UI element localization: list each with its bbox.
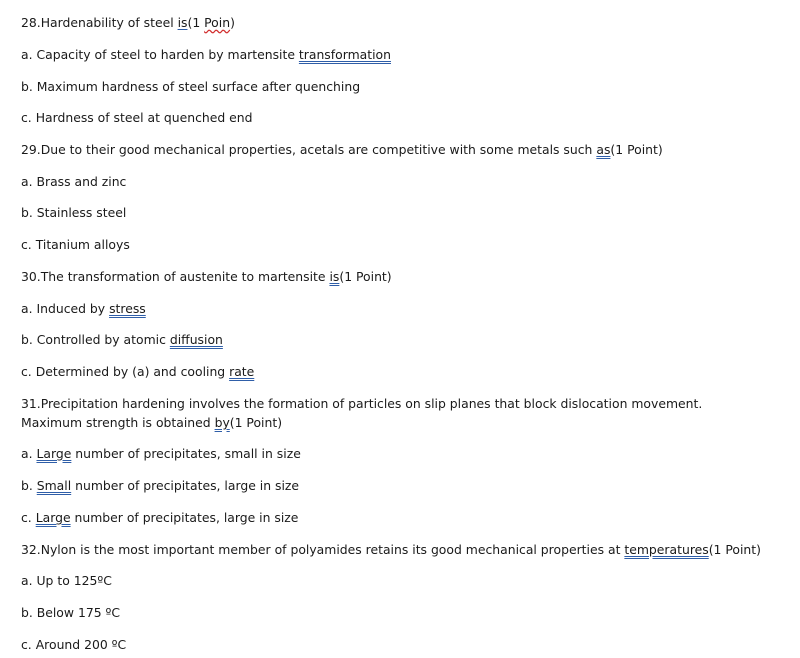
question-28-option-b[interactable]: b. Maximum hardness of steel surface after quenching [21,79,361,94]
question-28-option-c[interactable]: c. Hardness of steel at quenched end [21,110,253,125]
question-30-stem: 30.The transformation of austenite to martensite is(1 Point) [21,269,392,284]
question-32-option-c[interactable]: c. Around 200 ºC [21,637,127,652]
question-28-stem: 28.Hardenability of steel is(1 Poin) [21,15,235,30]
question-32-option-b[interactable]: b. Below 175 ºC [21,605,121,620]
question-29-option-b[interactable]: b. Stainless steel [21,205,127,220]
question-30-option-c[interactable]: c. Determined by (a) and cooling rate [21,364,255,379]
question-31-stem: 31.Precipitation hardening involves the formation of particles on slip planes that block dislocation movement. Maximum strength is obtained by(1 Point) [21,396,703,430]
question-31-option-c[interactable]: c. Large number of precipitates, large in size [21,510,299,525]
question-30-option-a[interactable]: a. Induced by stress [21,301,146,316]
question-28-option-a[interactable]: a. Capacity of steel to harden by martensite transformation [21,47,391,62]
question-32-option-a[interactable]: a. Up to 125ºC [21,573,112,588]
question-31-option-b[interactable]: b. Small number of precipitates, large in size [21,478,300,493]
question-29-option-a[interactable]: a. Brass and zinc [21,174,127,189]
question-29-option-c[interactable]: c. Titanium alloys [21,237,130,252]
question-30-option-b[interactable]: b. Controlled by atomic diffusion [21,332,223,347]
question-31-option-a[interactable]: a. Large number of precipitates, small in size [21,446,301,461]
question-32-stem: 32.Nylon is the most important member of polyamides retains its good mechanical properties at temperatures(1 Point) [21,542,761,557]
question-29-stem: 29.Due to their good mechanical properties, acetals are competitive with some metals such as(1 Point) [21,142,663,157]
